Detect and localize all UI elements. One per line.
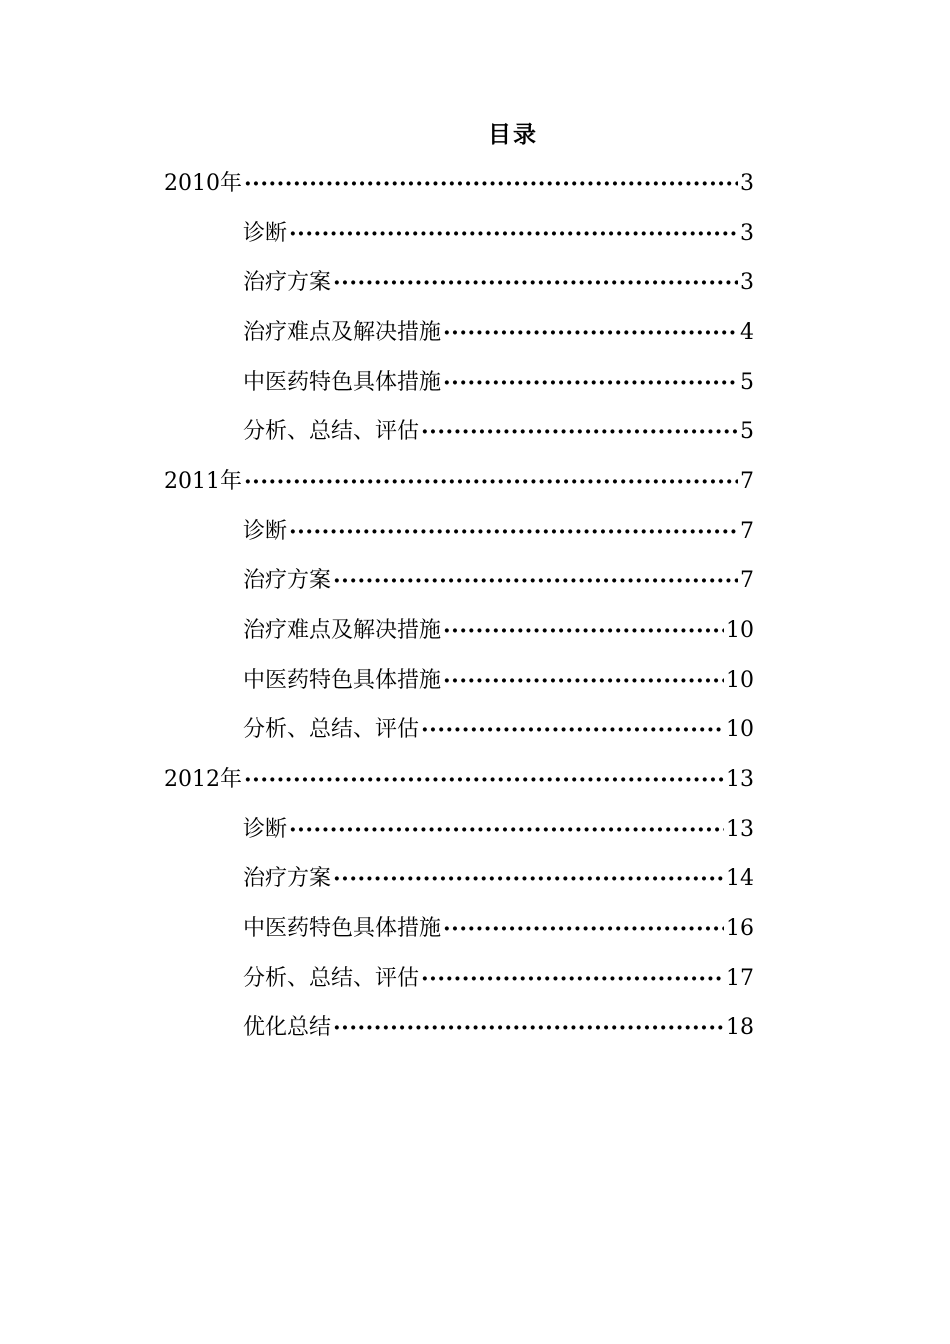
toc-entry-page: 17 xyxy=(726,966,754,991)
toc-entry-page: 16 xyxy=(726,916,754,941)
toc-entry-page: 13 xyxy=(726,817,754,842)
toc-entry-page: 5 xyxy=(740,370,754,395)
toc-leader-dots xyxy=(443,313,738,353)
toc-entry[interactable] xyxy=(243,1008,754,1048)
toc-entry[interactable] xyxy=(243,859,754,899)
toc-entry-page: 13 xyxy=(726,767,754,792)
toc-entry[interactable] xyxy=(243,561,754,601)
toc-entry-label: 诊断 xyxy=(243,221,288,246)
toc-entry-label: 优化总结 xyxy=(243,1015,332,1040)
toc-leader-dots xyxy=(443,909,724,949)
toc-entry-label: 2012年 xyxy=(164,767,242,792)
toc-leader-dots xyxy=(333,1008,724,1048)
toc-entry[interactable] xyxy=(243,611,754,651)
toc-entry-page: 3 xyxy=(740,270,754,295)
toc-leader-dots xyxy=(244,164,738,204)
toc-entry[interactable] xyxy=(243,214,754,254)
toc-entry-label: 中医药特色具体措施 xyxy=(243,668,442,693)
toc-entry[interactable] xyxy=(243,810,754,850)
toc-entry-page: 14 xyxy=(726,866,754,891)
toc-leader-dots xyxy=(421,959,724,999)
toc-entry-label: 治疗方案 xyxy=(243,866,332,891)
toc-leader-dots xyxy=(289,214,738,254)
toc-entry-page: 7 xyxy=(740,519,754,544)
toc-entry-label: 分析、总结、评估 xyxy=(243,717,420,742)
toc-entry-page: 3 xyxy=(740,221,754,246)
toc-entry-label: 中医药特色具体措施 xyxy=(243,370,442,395)
toc-entry-page: 5 xyxy=(740,419,754,444)
toc-title: 目录 xyxy=(488,121,538,148)
toc-entry[interactable] xyxy=(243,959,754,999)
toc-entry[interactable] xyxy=(243,412,754,452)
toc-entry[interactable] xyxy=(164,760,754,800)
toc-leader-dots xyxy=(421,412,738,452)
toc-entry[interactable] xyxy=(243,909,754,949)
toc-entry-label: 分析、总结、评估 xyxy=(243,966,420,991)
toc-entry-page: 10 xyxy=(726,668,754,693)
toc-entry[interactable] xyxy=(243,661,754,701)
toc-entry-page: 10 xyxy=(726,717,754,742)
toc-leader-dots xyxy=(443,611,724,651)
toc-entry[interactable] xyxy=(243,710,754,750)
toc-entry[interactable] xyxy=(243,263,754,303)
toc-entry-page: 7 xyxy=(740,469,754,494)
toc-entry[interactable] xyxy=(243,363,754,403)
toc-leader-dots xyxy=(333,859,724,899)
toc-entry-label: 治疗难点及解决措施 xyxy=(243,618,442,643)
toc-entry-label: 治疗难点及解决措施 xyxy=(243,320,442,345)
toc-entry-label: 分析、总结、评估 xyxy=(243,419,420,444)
toc-leader-dots xyxy=(443,363,738,403)
toc-entry[interactable] xyxy=(243,512,754,552)
toc-leader-dots xyxy=(421,710,724,750)
toc-entry[interactable] xyxy=(164,164,754,204)
toc-entry-label: 2010年 xyxy=(164,171,242,196)
toc-entry-page: 18 xyxy=(726,1015,754,1040)
toc-leader-dots xyxy=(244,760,724,800)
toc-leader-dots xyxy=(333,263,738,303)
toc-entry-label: 诊断 xyxy=(243,817,288,842)
toc-entry-label: 中医药特色具体措施 xyxy=(243,916,442,941)
toc-leader-dots xyxy=(289,512,738,552)
toc-leader-dots xyxy=(333,561,738,601)
toc-entry[interactable] xyxy=(243,313,754,353)
toc-entry-label: 诊断 xyxy=(243,519,288,544)
toc-entry-label: 治疗方案 xyxy=(243,568,332,593)
toc-leader-dots xyxy=(289,810,724,850)
toc-entry-label: 2011年 xyxy=(164,469,242,494)
toc-entry[interactable] xyxy=(164,462,754,502)
toc-entry-page: 7 xyxy=(740,568,754,593)
toc-leader-dots xyxy=(443,661,724,701)
toc-entry-page: 4 xyxy=(740,320,754,345)
toc-entry-page: 3 xyxy=(740,171,754,196)
toc-entry-page: 10 xyxy=(726,618,754,643)
toc-entry-label: 治疗方案 xyxy=(243,270,332,295)
toc-leader-dots xyxy=(244,462,738,502)
